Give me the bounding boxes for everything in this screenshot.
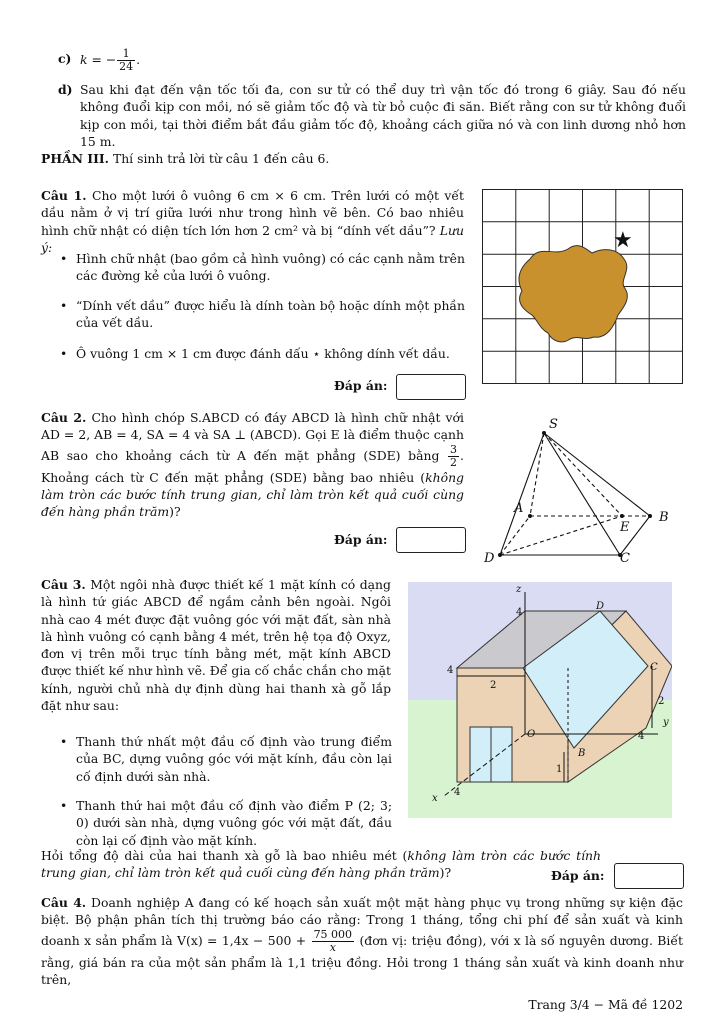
- svg-text:O: O: [527, 729, 536, 740]
- star-marker: ★: [613, 228, 633, 253]
- statement-d-text: Sau khi đạt đến vận tốc tối đa, con sư tử có thể duy trì vận tốc đó trong 6 giây. Sau đó nếu không đuổi kịp con mồi, nó sẽ giảm tốc độ và từ bỏ cuộc đi săn. Biết rằng con sư tử không đuổi kịp con mồi, tại thời điểm bắt đầu giảm tốc độ, khoảng cách giữa nó và con linh dương nhỏ hơn 15 m.: [80, 82, 686, 149]
- part3-instruction: Thí sinh trả lời từ câu 1 đến câu 6.: [112, 151, 330, 166]
- pyramid-figure: [478, 412, 678, 568]
- point-B: B: [659, 510, 669, 525]
- svg-text:4: 4: [516, 607, 523, 618]
- page-footer: Trang 3/4 − Mã đề 1202: [528, 997, 683, 1012]
- part3-heading: [41, 150, 681, 167]
- svg-text:2: 2: [490, 680, 497, 691]
- question-3-answer-label: Đáp án:: [551, 868, 605, 883]
- svg-text:2: 2: [658, 696, 665, 707]
- question-1-text: Câu 1. Cho một lưới ô vuông 6 cm × 6 cm. Trên lưới có một vết dầu nằm ở vị trí giữa lưới như trong hình vẽ bên. Có bao nhiêu hình chữ nhật có diện tích lớn hơn 2 cm² và bị “dính vết dầu”? Lưu ý:: [41, 188, 464, 255]
- statement-d-label: d): [58, 82, 73, 97]
- point-C: C: [620, 551, 630, 566]
- point-A: A: [514, 501, 524, 516]
- point-D: D: [484, 551, 495, 566]
- part3-title: PHẦN III.: [41, 151, 109, 166]
- point-S: S: [549, 417, 558, 432]
- svg-text:x: x: [432, 793, 438, 804]
- statement-d: [58, 81, 686, 149]
- question-1-answer-box[interactable]: [396, 374, 466, 400]
- statement-c-text: k = −: [80, 52, 117, 67]
- svg-text:z: z: [516, 584, 522, 595]
- oil-stain: [519, 246, 627, 342]
- svg-text:y: y: [663, 717, 669, 728]
- svg-text:C: C: [650, 662, 658, 673]
- svg-text:1: 1: [556, 764, 563, 775]
- question-3-question: Hỏi tổng độ dài của hai thanh xà gỗ là bao nhiêu mét (không làm tròn các bước tính trung gian, chỉ làm tròn kết quả cuối cùng đến hàng phần trăm)?: [41, 848, 601, 881]
- question-3-answer-box[interactable]: [614, 863, 684, 889]
- point-E: E: [620, 520, 630, 535]
- question-4-fraction: $\frac{75 000}{x}$: [313, 927, 353, 954]
- svg-text:D: D: [596, 601, 605, 612]
- svg-text:4: 4: [454, 787, 461, 798]
- statement-c-label: c): [58, 51, 72, 66]
- svg-text:4: 4: [638, 731, 645, 742]
- house-figure: [408, 582, 672, 818]
- statement-c-fraction: $\frac{1}{24}$: [119, 47, 134, 73]
- svg-text:4: 4: [447, 665, 454, 676]
- question-2-text: Câu 2. Cho hình chóp S.ABCD có đáy ABCD là hình chữ nhật với AD = 2, AB = 4, SA = 4 và SA ⊥ (ABCD). Gọi E là điểm thuộc cạnh AB sao cho khoảng cách từ A đến mặt phẳng (SDE) bằng $\frac{3}{2}$ . Khoảng cách từ C đến mặt phẳng (SDE) bằng bao nhiêu (không làm tròn các bước tính trung gian, chỉ làm tròn kết quả cuối cùng đến hàng phần trăm)?: [41, 410, 464, 520]
- question-4-text: Câu 4. Doanh nghiệp A đang có kế hoạch sản xuất một mặt hàng phục vụ trong những sự kiện đặc biệt. Bộ phận phân tích thị trường báo cáo rằng: Trong 1 tháng, tổng chi phí để sản xuất và kinh doanh x sản phẩm là V(x) = 1,4x − 500 + $\frac{75 000}{x}$ (đơn vị: triệu đồng), với x là số nguyên dương. Biết rằng, giá bán ra của một sản phẩm là 1,1 triệu đồng. Hỏi trong 1 tháng sản xuất và kinh doanh như trên,: [41, 895, 683, 987]
- question-2-answer-label: Đáp án:: [334, 532, 388, 547]
- oil-stain-grid-figure: [482, 189, 683, 385]
- question-1-answer-label: Đáp án:: [334, 378, 388, 393]
- question-3-text: Câu 3. Một ngôi nhà được thiết kế 1 mặt kính có dạng là hình tứ giác ABCD để ngắm cảnh bên ngoài. Ngôi nhà cao 4 mét được đặt vuông góc với mặt đất, sàn nhà là hình vuông có cạnh bằng 4 mét, trên hệ tọa độ Oxyz, đơn vị trên mỗi trục tính bằng mét, mặt kính ABCD được thiết kế như hình vẽ. Để gia cố chắc chắn cho mặt kính, người chủ nhà dự định dùng hai thanh xà gỗ lắp đặt như sau:: [41, 577, 391, 714]
- question-2-answer-box[interactable]: [396, 527, 466, 553]
- question-2-fraction: $\frac{3}{2}$: [450, 442, 458, 469]
- svg-text:B: B: [578, 748, 586, 759]
